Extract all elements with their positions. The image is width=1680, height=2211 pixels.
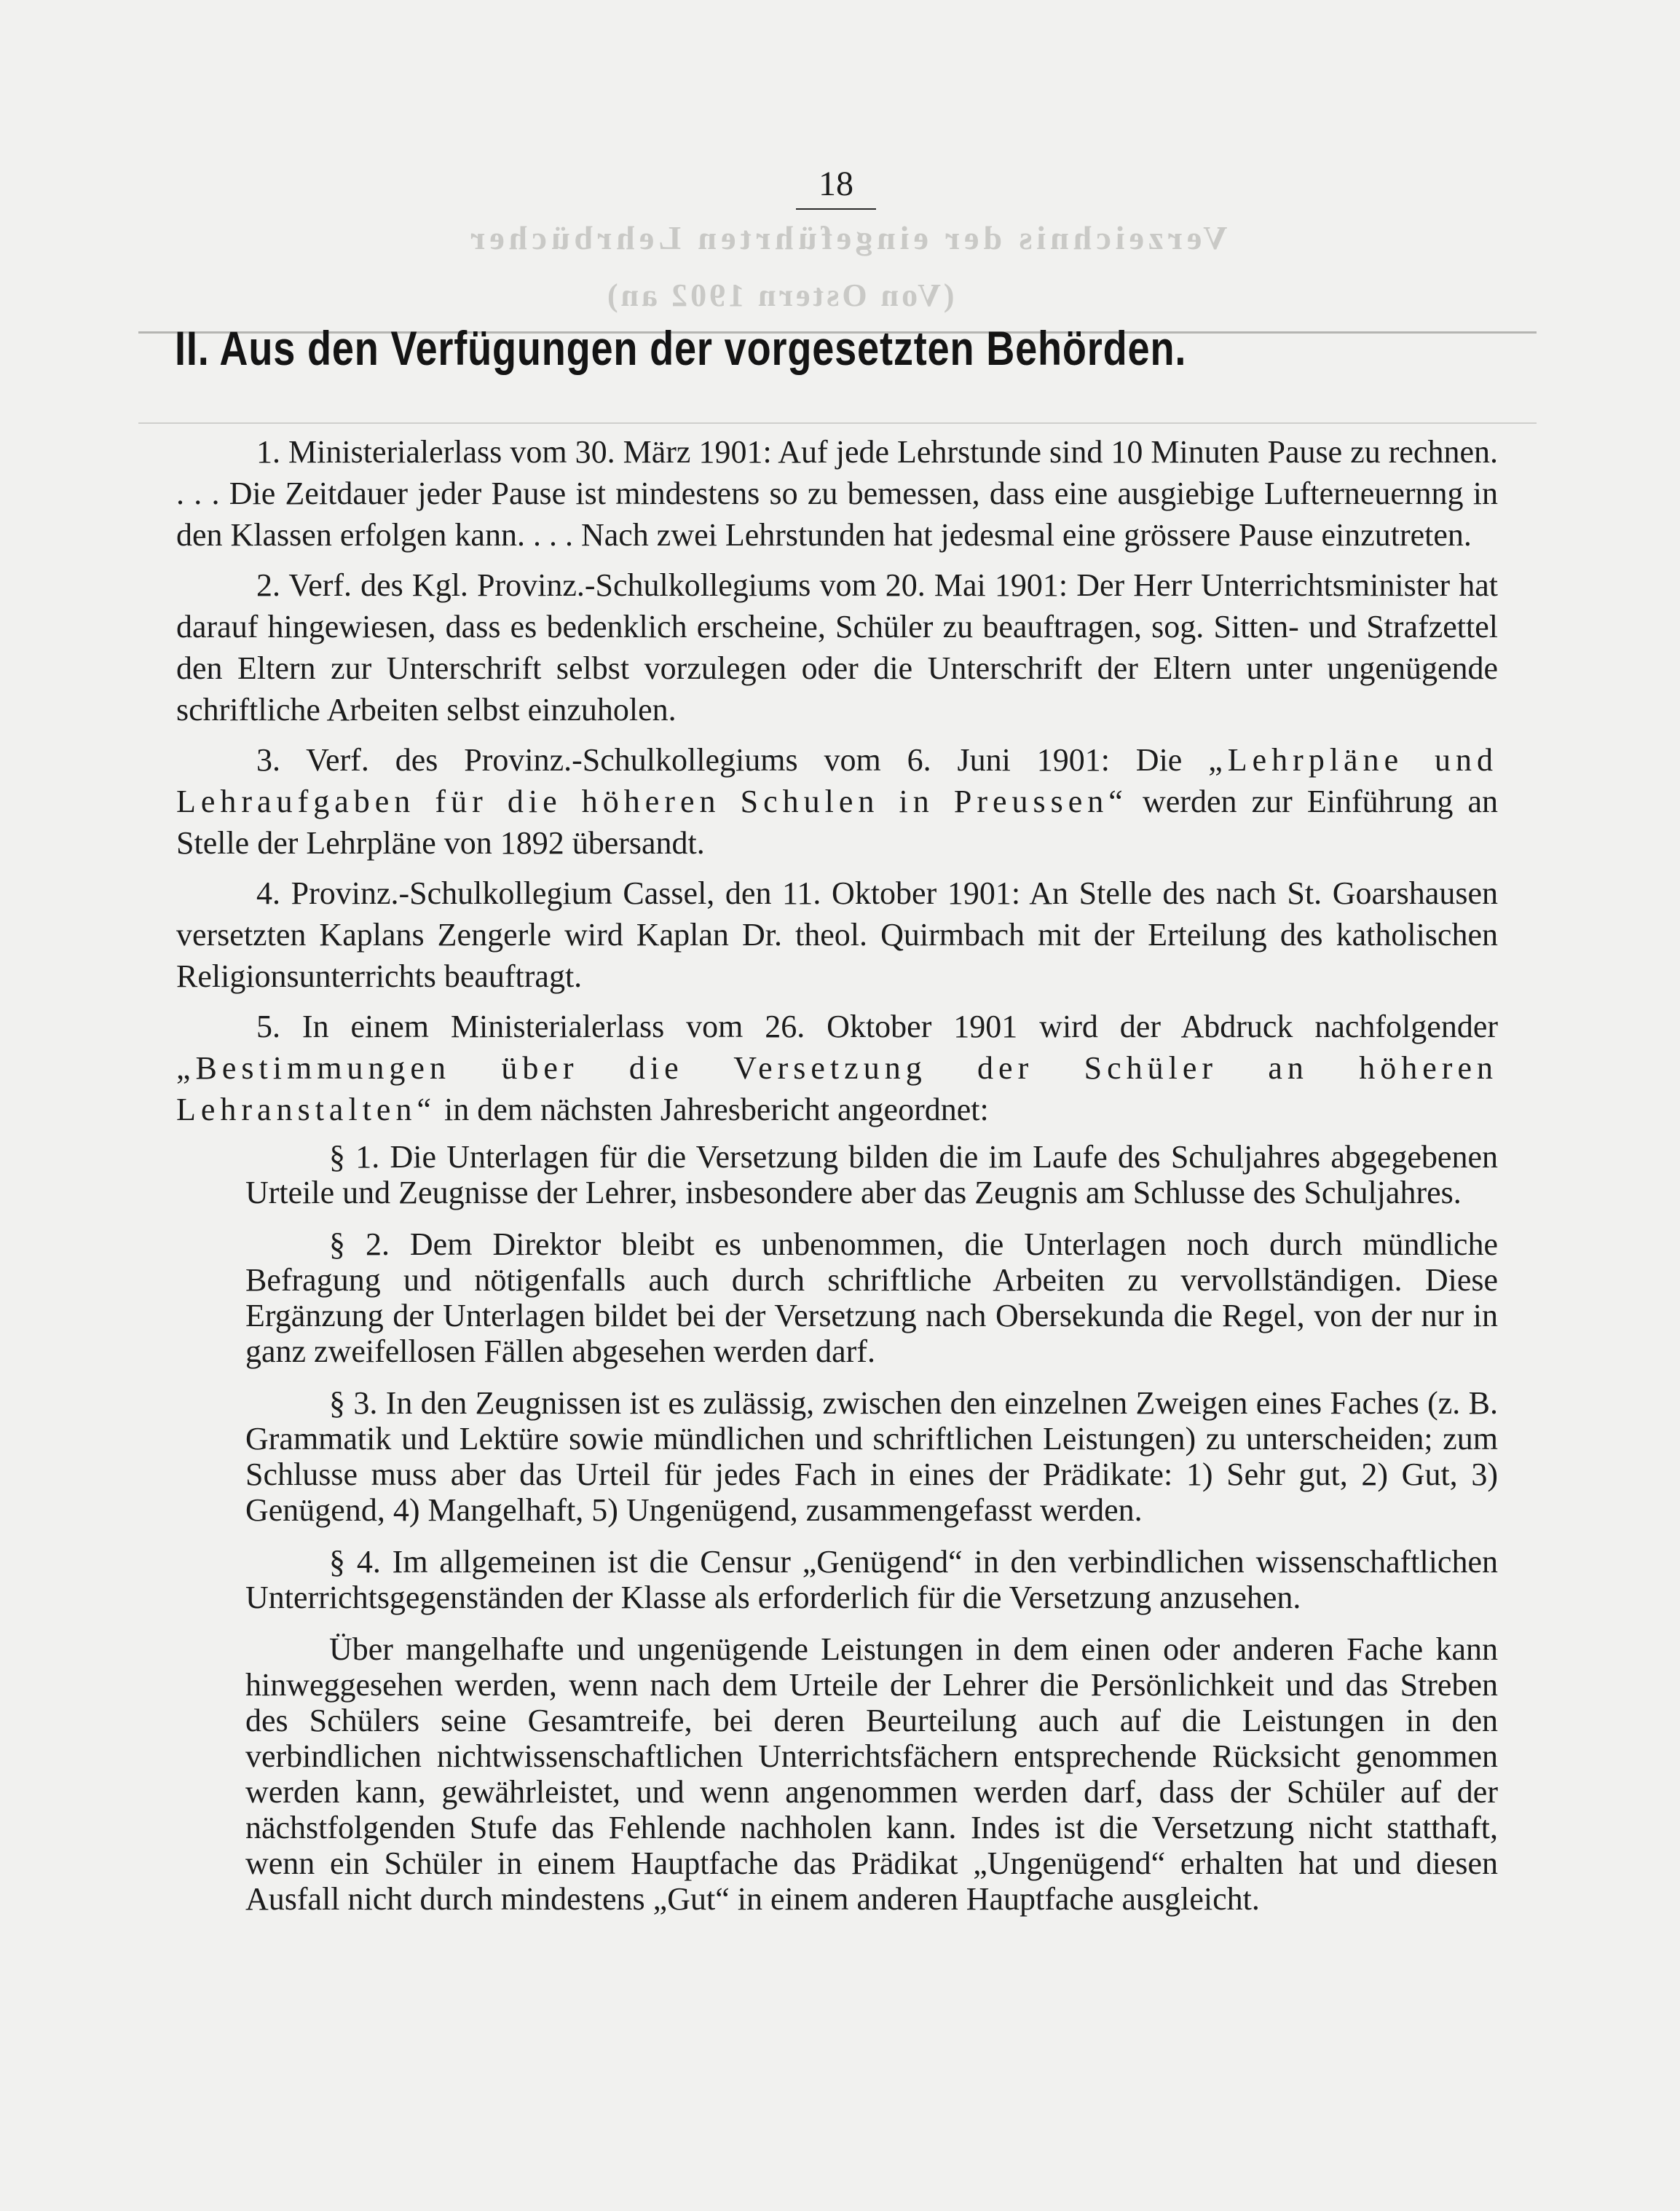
paragraph-5-tail: in dem nächsten Jahresbericht angeordnet:	[435, 1092, 989, 1127]
paragraph-3-title: „Lehrpläne und Lehraufgaben für die höheren Schulen in Preussen“	[176, 742, 1498, 819]
bleed-through-title: Verzeichnis der eingeführten Lehrbücher	[466, 219, 1228, 256]
paragraph-1: 1. Ministerialerlass vom 30. März 1901: Auf jede Lehrstunde sind 10 Minuten Pause zu rechnen. . . . Die Zeitdauer jeder Pause ist mindestens so zu bemessen, dass eine ausgiebige Lufterneuernng in den Klassen erfolgen kann. . . . Nach zwei Lehrstunden hat jedesmal eine grössere Pause einzutreten.	[176, 434, 1498, 553]
paragraph-4: 4. Provinz.-Schulkollegium Cassel, den 11. Oktober 1901: An Stelle des nach St. Goarshausen versetzten Kaplans Zengerle wird Kaplan Dr. theol. Quirmbach mit der Erteilung des katholischen Religionsunterrichts beauftragt.	[176, 875, 1498, 994]
paragraph-3-lead: 3. Verf. des Provinz.-Schulkollegiums vom 6. Juni 1901: Die	[256, 742, 1209, 778]
section-paragraph-4: § 4. Im allgemeinen ist die Censur „Genügend“ in den verbindlichen wissenschaftlichen Unterrichtsgegenständen der Klasse als erforderlich für die Versetzung anzusehen.	[245, 1544, 1498, 1615]
paragraph-5-title: „Bestimmungen über die Versetzung der Schüler an höheren Lehranstalten“	[176, 1050, 1498, 1127]
section-title: II. Aus den Verfügungen der vorgesetzten Behörden.	[175, 321, 1187, 375]
section-paragraph-3: § 3. In den Zeugnissen ist es zulässig, zwischen den einzelnen Zweigen eines Faches (z. B. Grammatik und Lektüre sowie mündlichen und schriftlichen Leistungen) zu unterscheiden; zum Schlusse muss aber das Urteil für jedes Fach in eines der Prädikate: 1) Sehr gut, 2) Gut, 3) Genügend, 4) Mangelhaft, 5) Ungenügend, zusammengefasst werden.	[245, 1385, 1498, 1528]
paragraph-5	[176, 1006, 1498, 1130]
section-paragraph-2: § 2. Dem Direktor bleibt es unbenommen, die Unterlagen noch durch mündliche Befragung und nötigenfalls auch durch schriftliche Arbeiten zu vervollständigen. Diese Ergänzung der Unterlagen bildet bei der Versetzung nach Obersekunda die Regel, von der nur in ganz zweifellosen Fällen abgesehen werden darf.	[245, 1226, 1498, 1369]
document-body	[176, 431, 1498, 1933]
page-number: 18	[796, 164, 876, 210]
bleed-through-rule	[138, 422, 1537, 424]
paragraph-3	[176, 739, 1498, 864]
bleed-through-subtitle: (Von Ostern 1902 an)	[604, 277, 955, 313]
paragraph-5-lead: 5. In einem Ministerialerlass vom 26. Oktober 1901 wird der Abdruck nachfolgender	[256, 1009, 1498, 1044]
paragraph-3-tail: werden zur Einführung an Stelle der Lehrpläne von 1892 übersandt.	[176, 784, 1498, 861]
section-paragraph-4-continued: Über mangelhafte und ungenügende Leistungen in dem einen oder anderen Fache kann hinweggesehen werden, wenn nach dem Urteile der Lehrer die Persönlichkeit und das Streben des Schülers seine Gesamtreife, bei deren Beurteilung auch auf die Leistungen in den verbindlichen nichtwissenschaftlichen Unterrichtsfächern entsprechende Rücksicht genommen werden kann, gewährleistet, und wenn angenommen werden darf, dass der Schüler auf der nächstfolgenden Stufe das Fehlende nachholen kann. Indes ist die Versetzung nicht statthaft, wenn ein Schüler in einem Hauptfache das Prädikat „Ungenügend“ erhalten hat und diesen Ausfall nicht durch mindestens „Gut“ in einem anderen Hauptfache ausgleicht.	[245, 1631, 1498, 1917]
paragraph-2: 2. Verf. des Kgl. Provinz.-Schulkollegiums vom 20. Mai 1901: Der Herr Unterrichtsminister hat darauf hingewiesen, dass es bedenklich erscheine, Schüler zu beauftragen, sog. Sitten- und Strafzettel den Eltern zur Unterschrift selbst vorzulegen oder die Unterschrift der Eltern unter ungenügende schriftliche Arbeiten selbst einzuholen.	[176, 567, 1498, 728]
section-paragraph-1: § 1. Die Unterlagen für die Versetzung bilden die im Laufe des Schuljahres abgegebenen Urteile und Zeugnisse der Lehrer, insbesondere aber das Zeugnis am Schlusse des Schuljahres.	[245, 1139, 1498, 1210]
